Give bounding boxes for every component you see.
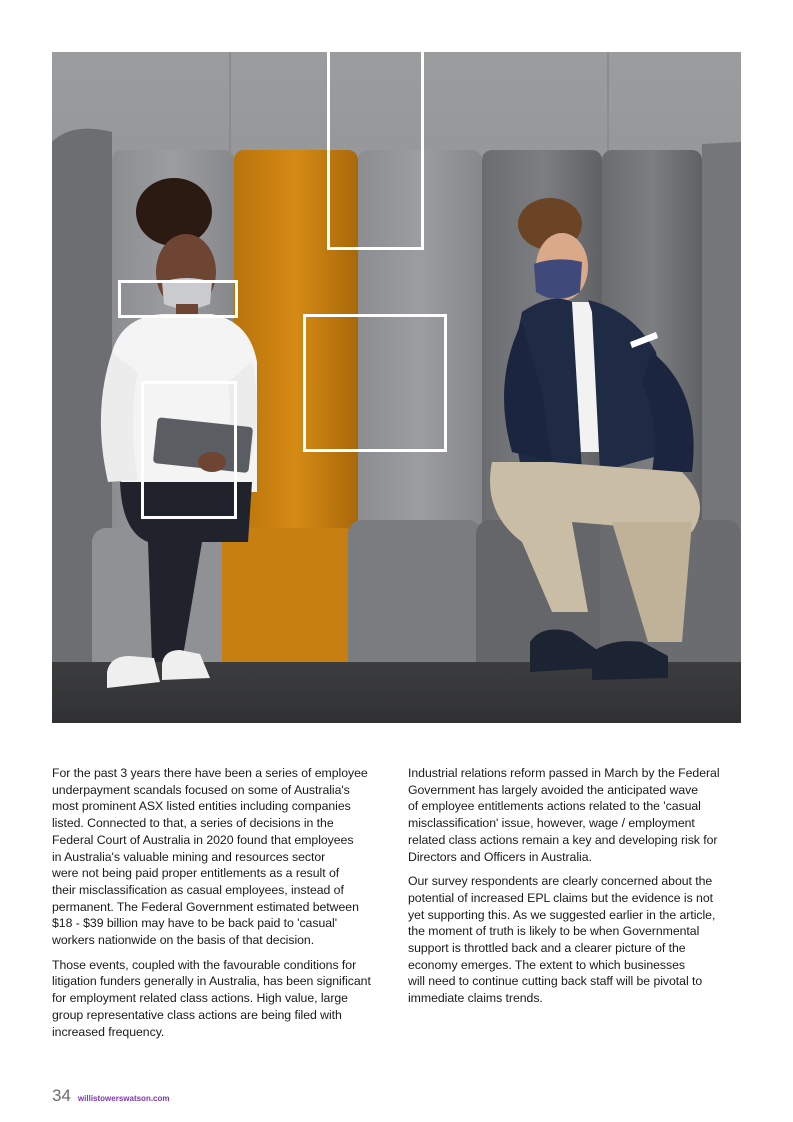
article-right-column — [408, 765, 738, 1015]
paragraph: Our survey respondents are clearly concerned about the potential of increased EPL claims but the evidence is not yet supporting this. As we suggested earlier in the article, the moment of truth is likely to be when Governmental support is throttled back and a clearer picture of the economy emerges. The extent to which businesses will need to continue cutting back staff will be pivotal to immediate claims trends. — [408, 874, 716, 1006]
photo-frame-tablet — [141, 381, 237, 519]
website-link[interactable]: willistowerswatson.com — [77, 1094, 170, 1103]
photo-frame-center — [303, 314, 447, 452]
paragraph: For the past 3 years there have been a series of employee underpayment scandals focused on some of Australia's most prominent ASX listed entities including companies listed. Connected to that, a series of decisions in the Federal Court of Australia in 2020 found that employees in Australia's valuable mining and resources sector were not being paid proper entitlements as a result of their misclassification as casual employees, instead of permanent. The Federal Government estimated between $18 - $39 billion may have to be back paid to 'casual' workers nationwide on the basis of that decision. — [52, 766, 368, 948]
hero-photo — [52, 52, 741, 723]
page-footer — [52, 1086, 170, 1106]
page-number: 34 — [52, 1086, 71, 1105]
photo-frame-top — [327, 52, 424, 250]
article-left-column — [52, 765, 382, 1048]
paragraph: Industrial relations reform passed in March by the Federal Government has largely avoided the anticipated wave of employee entitlements actions related to the 'casual misclassification' issue, however, wage / employment related class actions remain a key and developing risk for Directors and Officers in Australia. — [408, 766, 720, 864]
paragraph: Those events, coupled with the favourable conditions for litigation funders generally in Australia, has been significant for employment related class actions. High value, large group representative class actions are being filed with increased frequency. — [52, 957, 371, 1039]
photo-frame-mask — [118, 280, 238, 318]
